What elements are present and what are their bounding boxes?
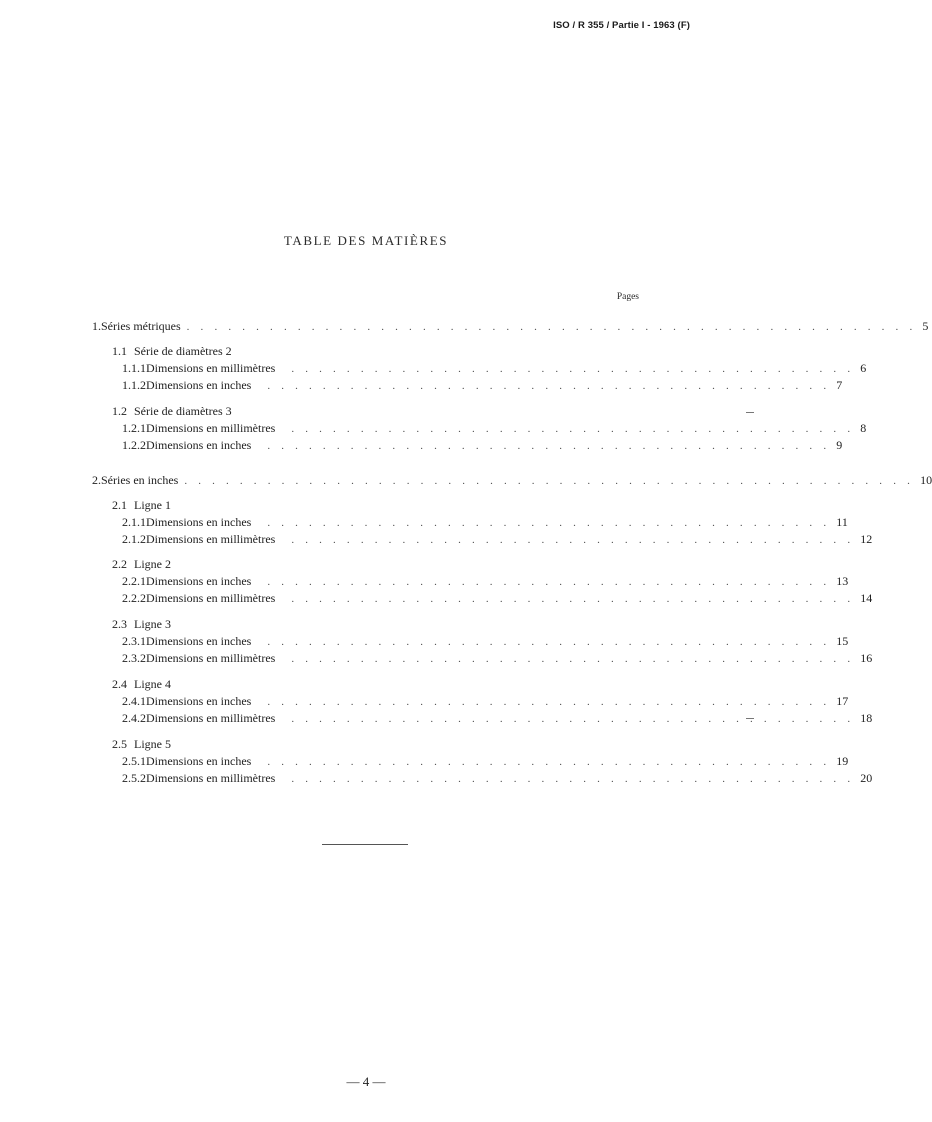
toc-entry bbox=[122, 437, 843, 454]
toc-entry-label: Dimensions en millimètres bbox=[146, 591, 276, 605]
dot-leader: . . . . . . . . . . . . . . . . . . . . . . . . . . . . . . . . . . . . . . . . . bbox=[291, 713, 855, 725]
toc-entry-label: Dimensions en inches bbox=[146, 574, 252, 588]
toc-entry-label: Dimensions en millimètres bbox=[146, 421, 276, 435]
toc-entry-label: Séries en inches bbox=[101, 473, 179, 487]
toc-entry-page: 11 bbox=[836, 515, 848, 529]
toc-entry-page: 7 bbox=[836, 378, 843, 392]
toc-entry-label: Ligne 3 bbox=[134, 617, 171, 631]
toc-entry-number: 2.1.1 bbox=[122, 515, 146, 529]
toc-entry bbox=[122, 633, 849, 650]
margin-mark bbox=[746, 412, 754, 413]
toc-entry-page: 9 bbox=[836, 438, 843, 452]
dot-leader: . . . . . . . . . . . . . . . . . . . . . . . . . . . . . . . . . . . . . . . . . bbox=[291, 534, 855, 546]
toc-entry bbox=[112, 616, 638, 633]
toc-entry-label: Ligne 1 bbox=[134, 498, 171, 512]
toc-entry bbox=[122, 531, 873, 548]
toc-entry-number: 2.3.1 bbox=[122, 634, 146, 648]
toc-entry-number: 2.1.2 bbox=[122, 532, 146, 546]
toc-entry-number: 2.4.2 bbox=[122, 711, 146, 725]
toc-entry bbox=[122, 420, 867, 437]
dot-leader: . . . . . . . . . . . . . . . . . . . . . . . . . . . . . . . . . . . . . . . . . bbox=[291, 423, 855, 435]
toc-entry-label: Séries métriques bbox=[101, 319, 181, 333]
toc-entry-label: Série de diamètres 3 bbox=[134, 404, 232, 418]
toc-entry-label: Dimensions en inches bbox=[146, 634, 252, 648]
dot-leader: . . . . . . . . . . . . . . . . . . . . . . . . . . . . . . . . . . . . . . . . . bbox=[267, 380, 831, 392]
toc-entry-page: 14 bbox=[860, 591, 873, 605]
toc-entry bbox=[122, 770, 873, 787]
margin-mark bbox=[746, 718, 754, 719]
document-header: ISO / R 355 / Partie I - 1963 (F) bbox=[553, 20, 690, 31]
toc-entry-page: 20 bbox=[860, 771, 873, 785]
dot-leader: . . . . . . . . . . . . . . . . . . . . . . . . . . . . . . . . . . . . . . . . . bbox=[267, 756, 831, 768]
toc-entry bbox=[92, 318, 929, 335]
dot-leader: . . . . . . . . . . . . . . . . . . . . . . . . . . . . . . . . . . . . . . . . . . . . . . . . . . . . . bbox=[186, 321, 917, 333]
toc-entry-label: Dimensions en inches bbox=[146, 694, 252, 708]
toc-entry bbox=[112, 403, 638, 420]
toc-entry-number: 2.2 bbox=[112, 557, 127, 571]
toc-entry-page: 19 bbox=[836, 754, 849, 768]
toc-entry-label: Ligne 5 bbox=[134, 737, 171, 751]
toc-entry-page: 6 bbox=[860, 361, 867, 375]
toc-entry-label: Dimensions en millimètres bbox=[146, 651, 276, 665]
toc-entry-label: Dimensions en inches bbox=[146, 378, 252, 392]
toc-entry-number: 2. bbox=[92, 473, 101, 487]
toc-entry bbox=[122, 573, 849, 590]
toc-entry-number: 2.1 bbox=[112, 498, 127, 512]
toc-entry-number: 2.4.1 bbox=[122, 694, 146, 708]
toc-entry-label: Dimensions en millimètres bbox=[146, 532, 276, 546]
toc-entry-page: 10 bbox=[920, 473, 932, 487]
toc-entry-number: 2.5 bbox=[112, 737, 127, 751]
horizontal-rule bbox=[322, 844, 408, 845]
toc-entry-number: 1.1.1 bbox=[122, 361, 146, 375]
toc-entry bbox=[112, 676, 638, 693]
toc-entry bbox=[122, 753, 849, 770]
toc-entry-label: Série de diamètres 2 bbox=[134, 344, 232, 358]
dot-leader: . . . . . . . . . . . . . . . . . . . . . . . . . . . . . . . . . . . . . . . . . bbox=[291, 363, 855, 375]
page-number: — 4 — bbox=[346, 1074, 386, 1089]
toc-entry bbox=[112, 736, 638, 753]
toc-entry-number: 1.1 bbox=[112, 344, 127, 358]
toc-entry-number: 1.2.1 bbox=[122, 421, 146, 435]
toc-entry-number: 2.4 bbox=[112, 677, 127, 691]
toc-entry bbox=[122, 650, 873, 667]
toc-entry-page: 15 bbox=[836, 634, 849, 648]
dot-leader: . . . . . . . . . . . . . . . . . . . . . . . . . . . . . . . . . . . . . . . . . bbox=[267, 696, 831, 708]
page-title: TABLE DES MATIÈRES bbox=[283, 233, 449, 248]
dot-leader: . . . . . . . . . . . . . . . . . . . . . . . . . . . . . . . . . . . . . . . . . bbox=[267, 636, 831, 648]
toc-entry-number: 2.2.1 bbox=[122, 574, 146, 588]
toc-entry bbox=[122, 360, 867, 377]
toc-entry-number: 1. bbox=[92, 319, 101, 333]
toc-entry-label: Dimensions en millimètres bbox=[146, 361, 276, 375]
toc-entry bbox=[122, 693, 849, 710]
toc-entry-page: 5 bbox=[922, 319, 929, 333]
toc-entry-label: Dimensions en inches bbox=[146, 754, 252, 768]
toc-entry-page: 18 bbox=[860, 711, 873, 725]
toc-entry-number: 2.5.1 bbox=[122, 754, 146, 768]
toc-entry-number: 2.5.2 bbox=[122, 771, 146, 785]
toc-entry-page: 13 bbox=[836, 574, 849, 588]
toc-entry bbox=[122, 710, 873, 727]
toc-entry-label: Ligne 4 bbox=[134, 677, 171, 691]
toc-entry-number: 2.3.2 bbox=[122, 651, 146, 665]
toc-entry-number: 1.2.2 bbox=[122, 438, 146, 452]
toc-entry-number: 2.2.2 bbox=[122, 591, 146, 605]
dot-leader: . . . . . . . . . . . . . . . . . . . . . . . . . . . . . . . . . . . . . . . . . bbox=[291, 593, 855, 605]
toc-entry-label: Ligne 2 bbox=[134, 557, 171, 571]
dot-leader: . . . . . . . . . . . . . . . . . . . . . . . . . . . . . . . . . . . . . . . . . bbox=[267, 517, 831, 529]
toc-entry-page: 17 bbox=[836, 694, 849, 708]
toc-entry-label: Dimensions en inches bbox=[146, 438, 252, 452]
toc-entry-number: 1.1.2 bbox=[122, 378, 146, 392]
toc-entry bbox=[122, 590, 873, 607]
toc-entry-page: 16 bbox=[860, 651, 873, 665]
toc-entry bbox=[112, 343, 638, 360]
toc-entry bbox=[112, 497, 638, 514]
dot-leader: . . . . . . . . . . . . . . . . . . . . . . . . . . . . . . . . . . . . . . . . . . . . . . . . . . . . . bbox=[184, 475, 915, 487]
toc-entry-number: 1.2 bbox=[112, 404, 127, 418]
toc-entry bbox=[112, 556, 638, 573]
toc-entry bbox=[122, 514, 848, 531]
toc-entry-label: Dimensions en inches bbox=[146, 515, 252, 529]
toc-entry-page: 12 bbox=[860, 532, 873, 546]
dot-leader: . . . . . . . . . . . . . . . . . . . . . . . . . . . . . . . . . . . . . . . . . bbox=[291, 773, 855, 785]
dot-leader: . . . . . . . . . . . . . . . . . . . . . . . . . . . . . . . . . . . . . . . . . bbox=[267, 440, 831, 452]
toc-entry-number: 2.3 bbox=[112, 617, 127, 631]
dot-leader: . . . . . . . . . . . . . . . . . . . . . . . . . . . . . . . . . . . . . . . . . bbox=[291, 653, 855, 665]
toc-entry bbox=[122, 377, 843, 394]
toc-entry-label: Dimensions en millimètres bbox=[146, 771, 276, 785]
toc-entry-label: Dimensions en millimètres bbox=[146, 711, 276, 725]
dot-leader: . . . . . . . . . . . . . . . . . . . . . . . . . . . . . . . . . . . . . . . . . bbox=[267, 576, 831, 588]
toc-entry bbox=[92, 472, 932, 489]
toc-entry-page: 8 bbox=[860, 421, 867, 435]
pages-column-label: Pages bbox=[616, 292, 639, 302]
